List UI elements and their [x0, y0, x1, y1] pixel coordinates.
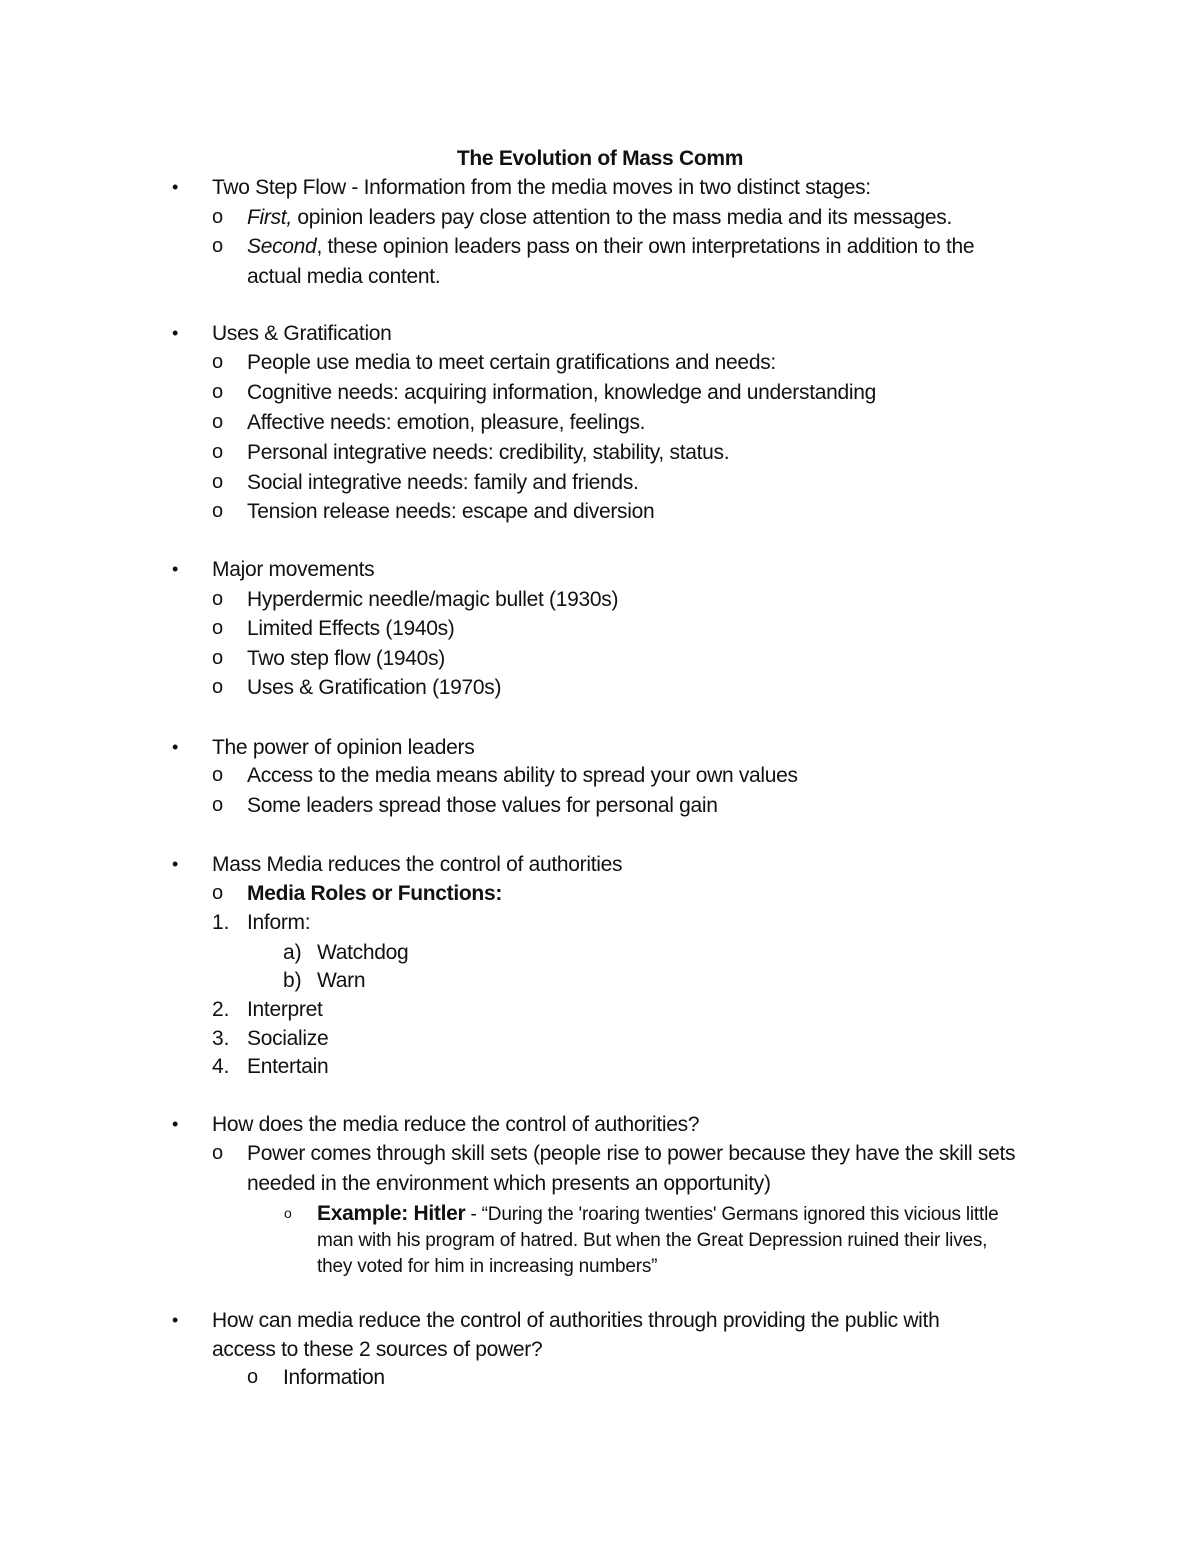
list-item: Access to the media means ability to spread your own values	[247, 764, 798, 787]
bullet-icon: •	[172, 559, 179, 579]
list-item-continuation: actual media content.	[247, 265, 441, 288]
list-item: People use media to meet certain gratifications and needs:	[247, 351, 776, 374]
list-item: Two step flow (1940s)	[247, 647, 445, 670]
bullet-icon: •	[172, 737, 179, 757]
list-item: Personal integrative needs: credibility, stability, status.	[247, 441, 730, 464]
list-letter: b)	[283, 969, 302, 992]
list-item: Hyperdermic needle/magic bullet (1930s)	[247, 588, 619, 611]
two-step-flow-heading: Two Step Flow - Information from the media moves in two distinct stages:	[212, 176, 871, 199]
list-item-continuation: needed in the environment which presents an opportunity)	[247, 1172, 771, 1195]
lettered-item: Watchdog	[317, 941, 409, 964]
circle-bullet-icon: o	[212, 351, 224, 373]
sources-of-power-heading: How can media reduce the control of authorities through providing the public with	[212, 1309, 940, 1332]
circle-bullet-icon: o	[212, 206, 224, 228]
opinion-leaders-heading: The power of opinion leaders	[212, 736, 475, 759]
circle-bullet-icon: o	[212, 794, 224, 816]
list-item: Limited Effects (1940s)	[247, 617, 455, 640]
list-item: Some leaders spread those values for personal gain	[247, 794, 718, 817]
circle-bullet-icon: o	[212, 882, 224, 904]
circle-bullet-icon: o	[212, 411, 224, 433]
uses-gratification-heading: Uses & Gratification	[212, 322, 392, 345]
numbered-item: Interpret	[247, 998, 323, 1021]
list-item: Uses & Gratification (1970s)	[247, 676, 502, 699]
circle-bullet-icon: o	[212, 588, 224, 610]
example-continuation: they voted for him in increasing numbers”	[317, 1256, 658, 1277]
document-title: The Evolution of Mass Comm	[456, 147, 744, 170]
numbered-item: Inform:	[247, 911, 311, 934]
list-item: Tension release needs: escape and diversion	[247, 500, 655, 523]
circle-bullet-icon: o	[212, 441, 224, 463]
reduce-control-heading: How does the media reduce the control of authorities?	[212, 1113, 700, 1136]
list-number: 4.	[212, 1055, 230, 1078]
media-roles-subheading: Media Roles or Functions:	[247, 882, 503, 905]
bullet-icon: •	[172, 854, 179, 874]
list-item: Power comes through skill sets (people rise to power because they have the skill sets	[247, 1142, 1016, 1165]
circle-bullet-icon: o	[284, 1205, 292, 1221]
circle-bullet-icon: o	[212, 1142, 224, 1164]
list-item: First, opinion leaders pay close attention to the mass media and its messages.	[247, 206, 952, 229]
circle-bullet-icon: o	[212, 647, 224, 669]
numbered-item: Entertain	[247, 1055, 329, 1078]
list-number: 2.	[212, 998, 230, 1021]
heading-continuation: access to these 2 sources of power?	[212, 1338, 543, 1361]
bullet-icon: •	[172, 323, 179, 343]
circle-bullet-icon: o	[212, 500, 224, 522]
example-item: Example: Hitler - “During the 'roaring twenties' Germans ignored this vicious little	[317, 1202, 999, 1225]
bullet-icon: •	[172, 1114, 179, 1134]
circle-bullet-icon: o	[212, 764, 224, 786]
numbered-item: Socialize	[247, 1027, 329, 1050]
major-movements-heading: Major movements	[212, 558, 375, 581]
circle-bullet-icon: o	[212, 617, 224, 639]
example-continuation: man with his program of hatred. But when the Great Depression ruined their lives,	[317, 1230, 988, 1251]
circle-bullet-icon: o	[212, 235, 224, 257]
list-item: Social integrative needs: family and friends.	[247, 471, 639, 494]
circle-bullet-icon: o	[212, 676, 224, 698]
list-number: 3.	[212, 1027, 230, 1050]
mass-media-heading: Mass Media reduces the control of authorities	[212, 853, 623, 876]
list-item: Affective needs: emotion, pleasure, feelings.	[247, 411, 646, 434]
list-item: Cognitive needs: acquiring information, knowledge and understanding	[247, 381, 876, 404]
circle-bullet-icon: o	[212, 471, 224, 493]
lettered-item: Warn	[317, 969, 366, 992]
bullet-icon: •	[172, 1310, 179, 1330]
circle-bullet-icon: o	[212, 381, 224, 403]
list-letter: a)	[283, 941, 302, 964]
list-item: Second, these opinion leaders pass on their own interpretations in addition to the	[247, 235, 975, 258]
list-item: Information	[283, 1366, 385, 1389]
circle-bullet-icon: o	[247, 1366, 259, 1388]
list-number: 1.	[212, 911, 230, 934]
bullet-icon: •	[172, 177, 179, 197]
